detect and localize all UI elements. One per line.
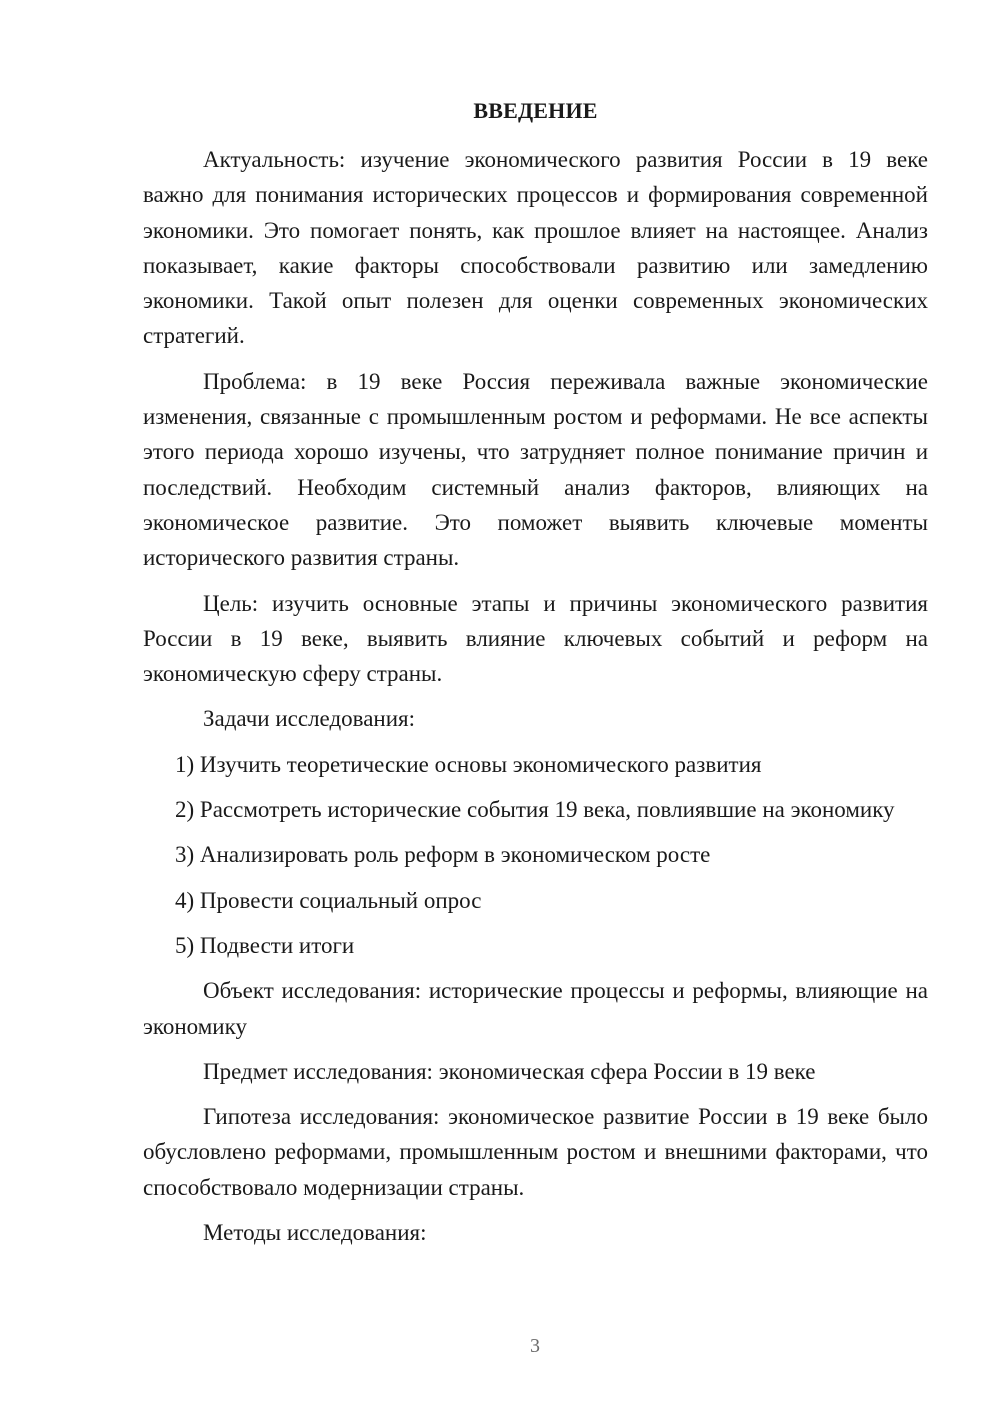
paragraph-object: Объект исследования: исторические процессы и реформы, влияющие на экономику: [143, 978, 928, 1039]
task-item-1: 1) Изучить теоретические основы экономического развития: [175, 751, 762, 777]
document-body: [143, 142, 928, 1250]
page-number: 3: [530, 1335, 540, 1357]
task-item-4: 4) Провести социальный опрос: [175, 887, 482, 913]
task-item-2: 2) Рассмотреть исторические события 19 века, повлиявшие на экономику: [175, 797, 895, 823]
page-title: ВВЕДЕНИЕ: [473, 98, 598, 123]
task-item-5: 5) Подвести итоги: [175, 932, 355, 958]
paragraph-tasks-heading: Задачи исследования:: [203, 706, 416, 732]
paragraph-hypothesis: Гипотеза исследования: экономическое развитие России в 19 веке было обусловлено реформами, промышленным ростом и внешними факторами, что способствовало модернизации страны.: [143, 1104, 928, 1200]
paragraph-problem: Проблема: в 19 веке Россия переживала важные экономические изменения, связанные с промышленным ростом и реформами. Не все аспекты этого периода хорошо изучены, что затрудняет полное понимание причин и последствий. Необходим системный анализ факторов, влияющих на экономическое развитие. Это поможет выявить ключевые моменты исторического развития страны.: [143, 368, 928, 571]
task-item-3: 3) Анализировать роль реформ в экономическом росте: [175, 842, 711, 868]
paragraph-goal: Цель: изучить основные этапы и причины экономического развития России в 19 веке, выявить влияние ключевых событий и реформ на экономическую сферу страны.: [143, 590, 928, 687]
paragraph-subject: Предмет исследования: экономическая сфера России в 19 веке: [203, 1058, 816, 1084]
paragraph-methods: Методы исследования:: [203, 1220, 427, 1246]
paragraph-relevance: Актуальность: изучение экономического развития России в 19 веке важно для понимания исторических процессов и формирования современной экономики. Это помогает понять, как прошлое влияет на настоящее. Анализ показывает, какие факторы способствовали развитию или замедлению экономики. Такой опыт полезен для оценки современных экономических стратегий.: [143, 147, 928, 349]
